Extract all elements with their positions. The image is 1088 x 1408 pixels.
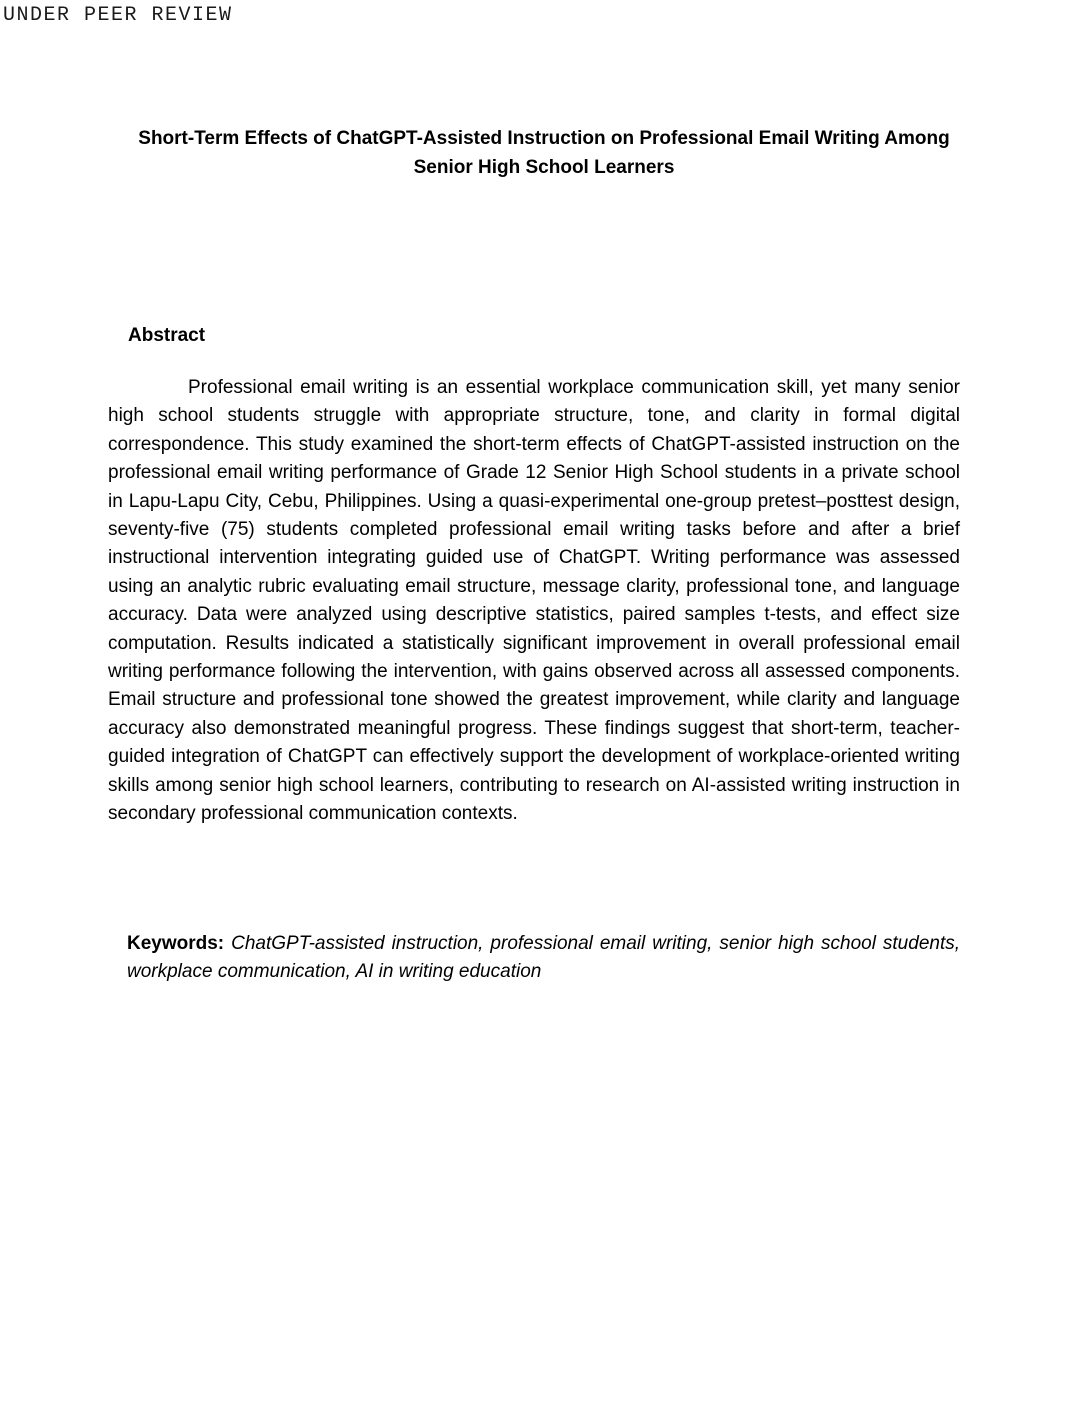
keywords-label: Keywords: — [127, 933, 225, 954]
keywords-line — [127, 930, 960, 987]
peer-review-watermark: UNDER PEER REVIEW — [3, 4, 233, 27]
abstract-heading: Abstract — [128, 325, 206, 346]
abstract-paragraph: Professional email writing is an essential workplace communication skill, yet many senior high school students struggle with appropriate structure, tone, and clarity in formal digital correspondence. This study examined the short-term effects of ChatGPT-assisted instruction on the professional email writing performance of Grade 12 Senior High School students in a private school in Lapu-Lapu City, Cebu, Philippines. Using a quasi-experimental one-group pretest–posttest design, seventy-five (75) students completed professional email writing tasks before and after a brief instructional intervention integrating guided use of ChatGPT. Writing performance was assessed using an analytic rubric evaluating email structure, message clarity, professional tone, and language accuracy. Data were analyzed using descriptive statistics, paired samples t-tests, and effect size computation. Results indicated a statistically significant improvement in overall professional email writing performance following the intervention, with gains observed across all assessed components. Email structure and professional tone showed the greatest improvement, while clarity and language accuracy also demonstrated meaningful progress. These findings suggest that short-term, teacher-guided integration of ChatGPT can effectively support the development of workplace-oriented writing skills among senior high school learners, contributing to research on AI-assisted writing instruction in secondary professional communication contexts. — [108, 377, 960, 825]
paper-title — [128, 124, 960, 182]
keywords-text: ChatGPT-assisted instruction, professional email writing, senior high school students, workplace communication, AI in writing education — [127, 933, 961, 983]
paper-title-text: Short-Term Effects of ChatGPT-Assisted Instruction on Professional Email Writing Among Senior High School Learners — [138, 128, 950, 178]
